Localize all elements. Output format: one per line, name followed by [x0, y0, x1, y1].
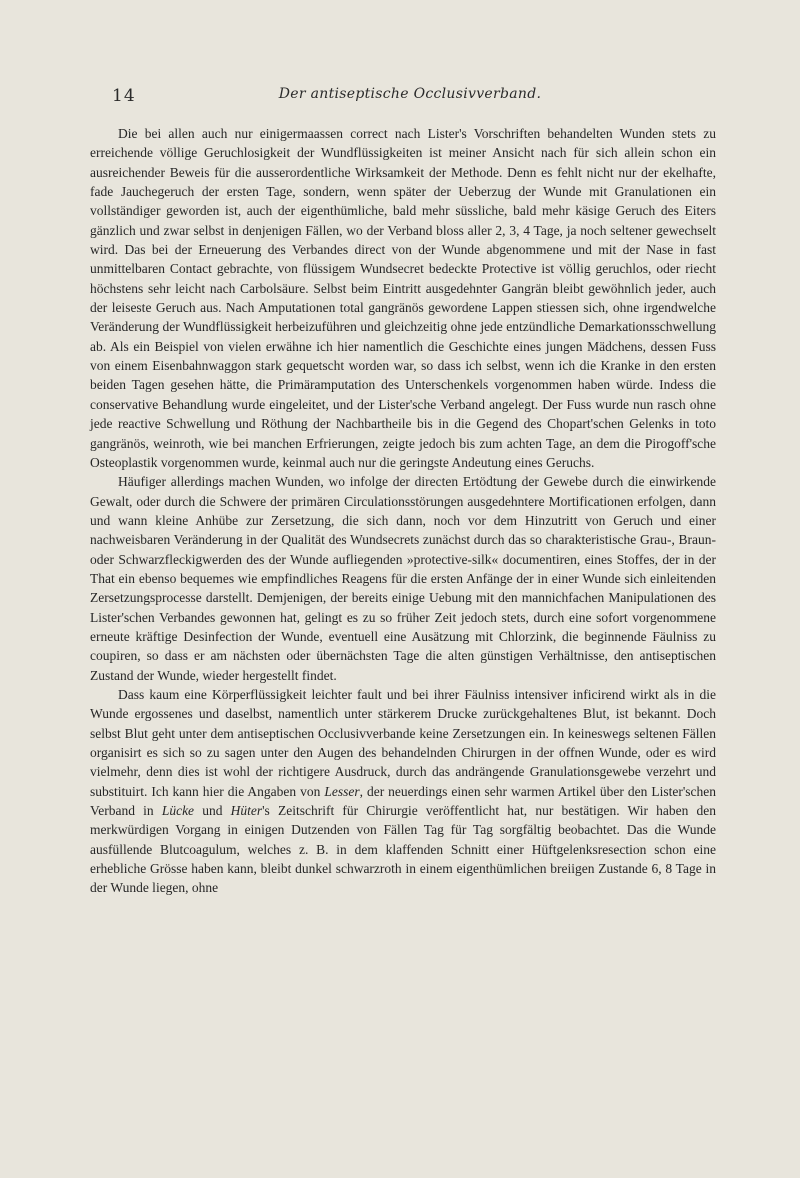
- paragraph-3: [90, 685, 716, 898]
- paragraph-3-segment: Dass kaum eine Körperflüssigkeit leichter fault und bei ihrer Fäulniss intensiver inficirend wirkt als in die Wunde ergossenes und daselbst, namentlich unter stärkerem Drucke zurückgehaltenes Blut, ist bekannt. Doch selbst Blut geht unter dem antiseptischen Occlusivverbande keine Zersetzungen ein. In keineswegs seltenen Fällen organisirt es sich so zu sagen unter den Augen des behandelnden Chirurgen in der offnen Wunde, oder es wird vielmehr, denn dies ist wohl der richtigere Ausdruck, durch das andrängende Granulationsgewebe verzehrt und substituirt. Ich kann hier die Angaben von: [90, 686, 716, 799]
- paragraph-1: Die bei allen auch nur einigermaassen correct nach Lister's Vorschriften behandelten Wunden stets zu erreichende völlige Geruchlosigkeit der Wundflüssigkeiten ist meiner Ansicht nach für sich allein schon ein ausreichender Beweis für die ausserordentliche Wirksamkeit der Methode. Denn es fehlt nicht nur der ekelhafte, fade Jauchegeruch der ersten Tage, sondern, wenn später der Ueberzug der Wunde mit Granulationen ein vollständiger geworden ist, auch der eigenthümliche, bald mehr süssliche, bald mehr käsige Geruch des Eiters gänzlich und zwar selbst in denjenigen Fällen, wo der Verband bloss aller 2, 3, 4 Tage, ja noch seltener gewechselt wird. Das bei der Erneuerung des Verbandes direct von der Wunde abgenommene und mit der Nase in fast unmittelbaren Contact gebrachte, von flüssigem Wundsecret bedeckte Protective ist völlig geruchlos, oder riecht höchstens sehr leicht nach Carbolsäure. Selbst beim Eintritt ausgedehnter Gangrän bleibt gewöhnlich jeder, auch der leiseste Geruch aus. Nach Amputationen total gangränös gewordene Lappen stiessen sich, ohne irgendwelche Veränderung der Wundflüssigkeit herbeizuführen und gleichzeitig ohne jede entzündliche Demarkationsschwellung ab. Als ein Beispiel von vielen erwähne ich hier namentlich die Geschichte eines jungen Mädchens, dessen Fuss von einem Eisenbahnwaggon stark gequetscht worden war, so dass ich selbst, wenn ich die Kranke in den ersten beiden Tagen gesehen hätte, die Primäramputation des Unterschenkels vorgenommen haben würde. Indess die conservative Behandlung wurde eingeleitet, und der Lister'sche Verband angelegt. Der Fuss wurde nun rasch ohne jede reactive Schwellung und Röthung der Nachbartheile bis in die Gegend des Chopart'schen Gelenks in toto gangränös, weinroth, wie bei manchen Erfrierungen, zeigte jedoch bis zum achten Tage, an dem die Pirogoff'sche Osteoplastik vorgenommen wurde, keinmal auch nur die geringste Andeutung eines Geruchs.: [90, 126, 716, 470]
- paragraph-3-segment: , der neuerdings einen sehr warmen Artikel über den Lister'schen Verband in: [90, 783, 716, 819]
- body-text: [90, 124, 716, 898]
- paragraph-2: Häufiger allerdings machen Wunden, wo infolge der directen Ertödtung der Gewebe durch die einwirkende Gewalt, oder durch die Schwere der primären Circulationsstörungen ausgedehntere Mortificationen erfolgen, dann und wann kleine Anhübe zur Zersetzung, die sich dann, noch vor dem Hinzutritt von Geruch und einer nachweisbaren Veränderung in der Qualität des Wundsecrets zunächst durch das so charakteristische Grau-, Braun- oder Schwarzfleckigwerden des der Wunde aufliegenden »protective-silk« documentiren, eines Stoffes, der in der That ein ebenso bequemes wie empfindliches Reagens für die ersten Anfänge der in einer Wunde sich einleitenden Zersetzungsprocesse darstellt. Demjenigen, der bereits einige Uebung mit den mannichfachen Manipulationen des Lister'schen Verbandes gewonnen hat, gelingt es zu so früher Zeit jedoch stets, durch eine sofort vorgenommene erneute kräftige Desinfection der Wunde, eventuell eine Ausätzung mit Chlorzink, die beginnende Fäulniss zu coupiren, so dass er am nächsten oder übernächsten Tage die alten günstigen Verhältnisse, den antiseptischen Zustand der Wunde, wieder hergestellt findet.: [90, 474, 716, 683]
- author-name-luecke: Lücke: [161, 803, 195, 819]
- page-number: 14: [112, 86, 136, 106]
- author-name-lesser: Lesser: [324, 783, 360, 799]
- running-header: [112, 86, 708, 110]
- paragraph-3-segment: 's Zeitschrift für Chirurgie veröffentlicht hat, nur bestätigen. Wir haben den merkwürdigen Vorgang in einigen Dutzenden von Fällen Tag für Tag sorgfältig beobachtet. Das die Wunde ausfüllende Blutcoagulum, welches z. B. in dem klaffenden Schnitt einer Hüftgelenksresection schon eine erhebliche Grösse haben kann, bleibt dunkel schwarzroth in einem eigenthümlichen breiigen Zustande 6, 8 Tage in der Wunde liegen, ohne: [90, 803, 717, 896]
- paragraph-3-segment: und: [194, 803, 231, 819]
- author-name-hueter: Hüter: [230, 803, 263, 819]
- running-title: Der antiseptische Occlusivverband.: [278, 86, 542, 102]
